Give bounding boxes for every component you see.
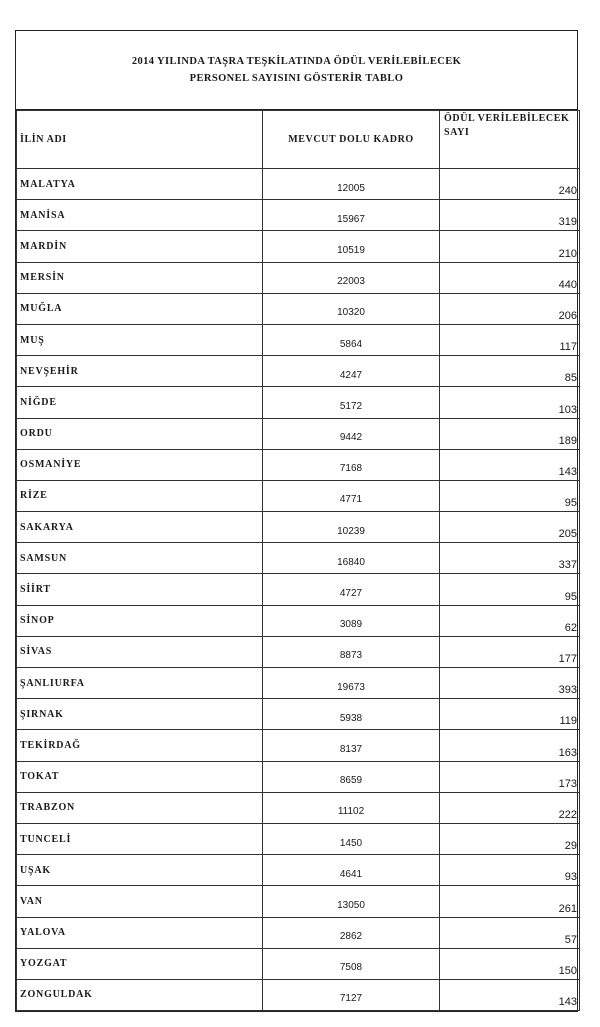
current-cadre-cell: 3089	[263, 605, 440, 636]
table-row	[17, 917, 580, 948]
current-cadre-cell: 10519	[263, 231, 440, 262]
current-cadre-cell: 12005	[263, 169, 440, 200]
current-cadre-cell: 1450	[263, 823, 440, 854]
table-row	[17, 979, 580, 1010]
province-name-cell: TEKİRDAĞ	[17, 730, 263, 761]
award-count-cell: 95	[440, 480, 580, 511]
province-name-cell: ORDU	[17, 418, 263, 449]
current-cadre-cell: 4247	[263, 356, 440, 387]
province-name-cell: UŞAK	[17, 855, 263, 886]
province-name-cell: MARDİN	[17, 231, 263, 262]
document-title	[16, 31, 577, 110]
province-name-cell: MERSİN	[17, 262, 263, 293]
award-count-cell: 177	[440, 636, 580, 667]
province-name-cell: ŞANLIURFA	[17, 668, 263, 699]
table-row	[17, 543, 580, 574]
current-cadre-cell: 5938	[263, 699, 440, 730]
province-name-cell: TUNCELİ	[17, 823, 263, 854]
award-count-cell: 163	[440, 730, 580, 761]
province-name-cell: ŞIRNAK	[17, 699, 263, 730]
award-count-cell: 222	[440, 792, 580, 823]
current-cadre-cell: 7508	[263, 948, 440, 979]
province-name-cell: OSMANİYE	[17, 449, 263, 480]
province-name-cell: NEVŞEHİR	[17, 356, 263, 387]
award-count-cell: 393	[440, 668, 580, 699]
province-name-cell: MANİSA	[17, 200, 263, 231]
province-name-cell: TOKAT	[17, 761, 263, 792]
current-cadre-cell: 16840	[263, 543, 440, 574]
province-name-cell: NİĞDE	[17, 387, 263, 418]
province-name-cell: MALATYA	[17, 169, 263, 200]
current-cadre-cell: 2862	[263, 917, 440, 948]
header-current-cadre: MEVCUT DOLU KADRO	[263, 111, 440, 169]
table-header-row	[17, 111, 580, 169]
province-name-cell: VAN	[17, 886, 263, 917]
current-cadre-cell: 4641	[263, 855, 440, 886]
current-cadre-cell: 4727	[263, 574, 440, 605]
table-row	[17, 512, 580, 543]
award-count-cell: 173	[440, 761, 580, 792]
award-count-cell: 440	[440, 262, 580, 293]
province-name-cell: MUĞLA	[17, 293, 263, 324]
table-row	[17, 169, 580, 200]
award-count-cell: 261	[440, 886, 580, 917]
current-cadre-cell: 8873	[263, 636, 440, 667]
award-count-cell: 117	[440, 324, 580, 355]
province-name-cell: SİNOP	[17, 605, 263, 636]
award-count-cell: 189	[440, 418, 580, 449]
table-row	[17, 636, 580, 667]
table-row	[17, 855, 580, 886]
current-cadre-cell: 8137	[263, 730, 440, 761]
province-name-cell: ZONGULDAK	[17, 979, 263, 1010]
current-cadre-cell: 5172	[263, 387, 440, 418]
award-count-cell: 240	[440, 169, 580, 200]
current-cadre-cell: 19673	[263, 668, 440, 699]
province-table	[16, 110, 580, 1011]
header-award-count: ÖDÜL VERİLEBİLECEK SAYI	[440, 111, 580, 169]
award-count-cell: 95	[440, 574, 580, 605]
award-count-cell: 210	[440, 231, 580, 262]
current-cadre-cell: 22003	[263, 262, 440, 293]
table-row	[17, 231, 580, 262]
award-count-cell: 150	[440, 948, 580, 979]
table-row	[17, 699, 580, 730]
table-row	[17, 480, 580, 511]
province-name-cell: SİVAS	[17, 636, 263, 667]
table-row	[17, 387, 580, 418]
current-cadre-cell: 10320	[263, 293, 440, 324]
title-line-1: 2014 YILINDA TAŞRA TEŞKİLATINDA ÖDÜL VERİLEBİLECEK	[131, 56, 462, 67]
current-cadre-cell: 9442	[263, 418, 440, 449]
table-row	[17, 262, 580, 293]
current-cadre-cell: 7168	[263, 449, 440, 480]
award-count-cell: 337	[440, 543, 580, 574]
table-row	[17, 761, 580, 792]
title-line-2: PERSONEL SAYISINI GÖSTERİR TABLO	[189, 73, 404, 84]
header-province-name: İLİN ADI	[17, 111, 263, 169]
current-cadre-cell: 7127	[263, 979, 440, 1010]
province-name-cell: SAKARYA	[17, 512, 263, 543]
award-count-cell: 143	[440, 979, 580, 1010]
table-row	[17, 823, 580, 854]
current-cadre-cell: 8659	[263, 761, 440, 792]
table-row	[17, 605, 580, 636]
current-cadre-cell: 5864	[263, 324, 440, 355]
award-count-cell: 205	[440, 512, 580, 543]
award-count-cell: 29	[440, 823, 580, 854]
table-row	[17, 668, 580, 699]
award-count-cell: 85	[440, 356, 580, 387]
table-row	[17, 730, 580, 761]
table-row	[17, 200, 580, 231]
table-row	[17, 792, 580, 823]
table-row	[17, 293, 580, 324]
province-name-cell: SAMSUN	[17, 543, 263, 574]
award-count-cell: 93	[440, 855, 580, 886]
province-name-cell: YALOVA	[17, 917, 263, 948]
award-count-cell: 62	[440, 605, 580, 636]
table-row	[17, 324, 580, 355]
table-body	[17, 169, 580, 1011]
table-row	[17, 449, 580, 480]
province-name-cell: MUŞ	[17, 324, 263, 355]
award-count-cell: 103	[440, 387, 580, 418]
document-sheet	[15, 30, 578, 1012]
province-name-cell: TRABZON	[17, 792, 263, 823]
current-cadre-cell: 11102	[263, 792, 440, 823]
table-row	[17, 886, 580, 917]
province-name-cell: YOZGAT	[17, 948, 263, 979]
province-name-cell: SİİRT	[17, 574, 263, 605]
current-cadre-cell: 10239	[263, 512, 440, 543]
award-count-cell: 57	[440, 917, 580, 948]
current-cadre-cell: 4771	[263, 480, 440, 511]
award-count-cell: 119	[440, 699, 580, 730]
table-row	[17, 356, 580, 387]
current-cadre-cell: 15967	[263, 200, 440, 231]
award-count-cell: 206	[440, 293, 580, 324]
table-row	[17, 948, 580, 979]
current-cadre-cell: 13050	[263, 886, 440, 917]
award-count-cell: 143	[440, 449, 580, 480]
province-name-cell: RİZE	[17, 480, 263, 511]
table-row	[17, 418, 580, 449]
award-count-cell: 319	[440, 200, 580, 231]
table-row	[17, 574, 580, 605]
